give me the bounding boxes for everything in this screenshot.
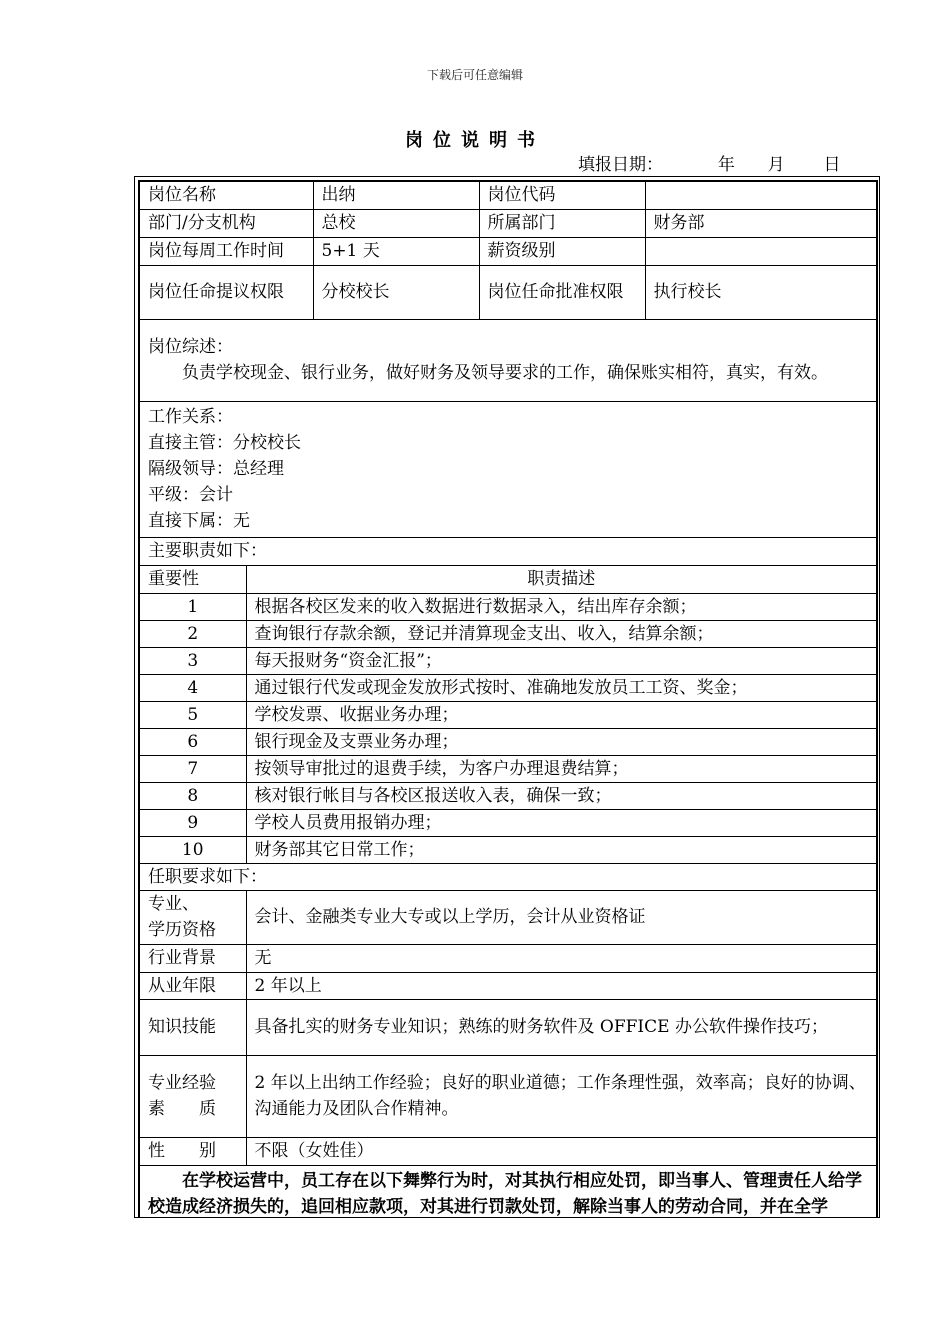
info-value [645, 237, 877, 265]
relation-line: 直接主管：分校校长 [148, 433, 301, 453]
duty-description: 核对银行帐目与各校区报送收入表，确保一致； [246, 782, 877, 809]
duty-number: 1 [139, 593, 246, 620]
info-row [139, 265, 877, 319]
duty-description: 根据各校区发来的收入数据进行数据录入，结出库存余额； [246, 593, 877, 620]
requirement-label: 从业年限 [139, 972, 246, 999]
info-value: 财务部 [645, 209, 877, 237]
duty-number: 5 [139, 701, 246, 728]
duties-header-row [139, 537, 877, 565]
info-value: 5+1 天 [313, 237, 479, 265]
requirement-label: 知识技能 [139, 999, 246, 1055]
info-label: 岗位任命批准权限 [479, 265, 645, 319]
duty-row [139, 728, 877, 755]
info-label: 岗位名称 [139, 181, 313, 209]
requirement-label-line: 学历资格 [148, 920, 216, 940]
requirement-value: 具备扎实的财务专业知识；熟练的财务软件及 OFFICE 办公软件操作技巧； [246, 999, 877, 1055]
header-note: 下载后可任意编辑 [426, 68, 523, 82]
info-row [139, 209, 877, 237]
requirement-value: 2 年以上出纳工作经验；良好的职业道德；工作条理性强，效率高；良好的协调、沟通能力及团队合作精神。 [246, 1055, 877, 1137]
requirement-label [139, 890, 246, 944]
penalty-text: 在学校运营中，员工存在以下舞弊行为时，对其执行相应处罚，即当事人、管理责任人给学校造成经济损失的，追回相应款项，对其进行罚款处罚，解除当事人的劳动合同，并在全学 [139, 1165, 877, 1218]
duty-number: 3 [139, 647, 246, 674]
duty-description: 按领导审批过的退费手续，为客户办理退费结算； [246, 755, 877, 782]
duty-number: 9 [139, 809, 246, 836]
importance-header: 重要性 [139, 565, 246, 593]
requirement-row [139, 1055, 877, 1137]
duty-description: 学校发票、收据业务办理； [246, 701, 877, 728]
info-value: 分校校长 [313, 265, 479, 319]
duty-description: 银行现金及支票业务办理； [246, 728, 877, 755]
duty-number: 4 [139, 674, 246, 701]
requirement-row [139, 972, 877, 999]
info-label: 岗位每周工作时间 [139, 237, 313, 265]
duty-row [139, 836, 877, 863]
penalty-row [139, 1165, 877, 1218]
duty-row [139, 755, 877, 782]
duty-number: 2 [139, 620, 246, 647]
requirement-label-line: 素 质 [148, 1099, 216, 1119]
duty-description: 查询银行存款余额，登记并清算现金支出、收入，结算余额； [246, 620, 877, 647]
page-title: 岗位说明书 [405, 130, 545, 151]
duty-description: 财务部其它日常工作； [246, 836, 877, 863]
requirement-label: 行业背景 [139, 944, 246, 972]
duty-description: 学校人员费用报销办理； [246, 809, 877, 836]
duty-description: 每天报财务“资金汇报”； [246, 647, 877, 674]
info-label: 薪资级别 [479, 237, 645, 265]
info-row [139, 181, 877, 209]
description-header: 职责描述 [246, 565, 877, 593]
duty-description: 通过银行代发或现金发放形式按时、准确地发放员工工资、奖金； [246, 674, 877, 701]
duties-label: 主要职责如下： [139, 537, 877, 565]
requirement-value: 无 [246, 944, 877, 972]
fill-date-day: 日 [823, 155, 841, 175]
info-value [645, 181, 877, 209]
info-row [139, 237, 877, 265]
relations-cell [139, 401, 877, 537]
fill-date-month: 月 [767, 155, 785, 175]
duty-number: 8 [139, 782, 246, 809]
fill-date-label: 填报日期： [578, 155, 663, 175]
relations-label: 工作关系： [148, 407, 233, 427]
duty-row [139, 782, 877, 809]
fill-date [578, 150, 840, 175]
requirement-label-line: 专业经验 [148, 1073, 216, 1093]
requirement-label-line: 专业、 [148, 894, 199, 914]
relation-line: 隔级领导：总经理 [148, 459, 284, 479]
info-value: 出纳 [313, 181, 479, 209]
requirement-value: 2 年以上 [246, 972, 877, 999]
summary-row [139, 319, 877, 401]
relations-row [139, 401, 877, 537]
summary-cell [139, 319, 877, 401]
relation-line: 直接下属：无 [148, 511, 250, 531]
requirement-row [139, 890, 877, 944]
fill-date-year: 年 [717, 155, 735, 175]
duty-number: 10 [139, 836, 246, 863]
info-label: 部门/分支机构 [139, 209, 313, 237]
info-value: 总校 [313, 209, 479, 237]
duty-row [139, 701, 877, 728]
requirement-label [139, 1055, 246, 1137]
duty-row [139, 647, 877, 674]
requirement-row [139, 944, 877, 972]
form-frame [134, 176, 880, 1218]
duty-row [139, 593, 877, 620]
info-label: 岗位代码 [479, 181, 645, 209]
duty-number: 6 [139, 728, 246, 755]
requirement-label: 性 别 [139, 1137, 246, 1165]
requirement-row [139, 1137, 877, 1165]
duty-row [139, 620, 877, 647]
requirement-value: 不限（女姓佳） [246, 1137, 877, 1165]
summary-label: 岗位综述： [148, 337, 233, 357]
requirements-label: 任职要求如下： [139, 863, 877, 890]
requirement-value: 会计、金融类专业大专或以上学历，会计从业资格证 [246, 890, 877, 944]
duty-row [139, 674, 877, 701]
info-label: 岗位任命提议权限 [139, 265, 313, 319]
summary-text: 负责学校现金、银行业务，做好财务及领导要求的工作，确保账实相符，真实，有效。 [182, 363, 828, 383]
job-description-table [138, 180, 878, 1218]
duty-number: 7 [139, 755, 246, 782]
duties-column-row [139, 565, 877, 593]
requirement-row [139, 999, 877, 1055]
duty-row [139, 809, 877, 836]
info-label: 所属部门 [479, 209, 645, 237]
info-value: 执行校长 [645, 265, 877, 319]
requirements-header-row [139, 863, 877, 890]
relation-line: 平级：会计 [148, 485, 233, 505]
